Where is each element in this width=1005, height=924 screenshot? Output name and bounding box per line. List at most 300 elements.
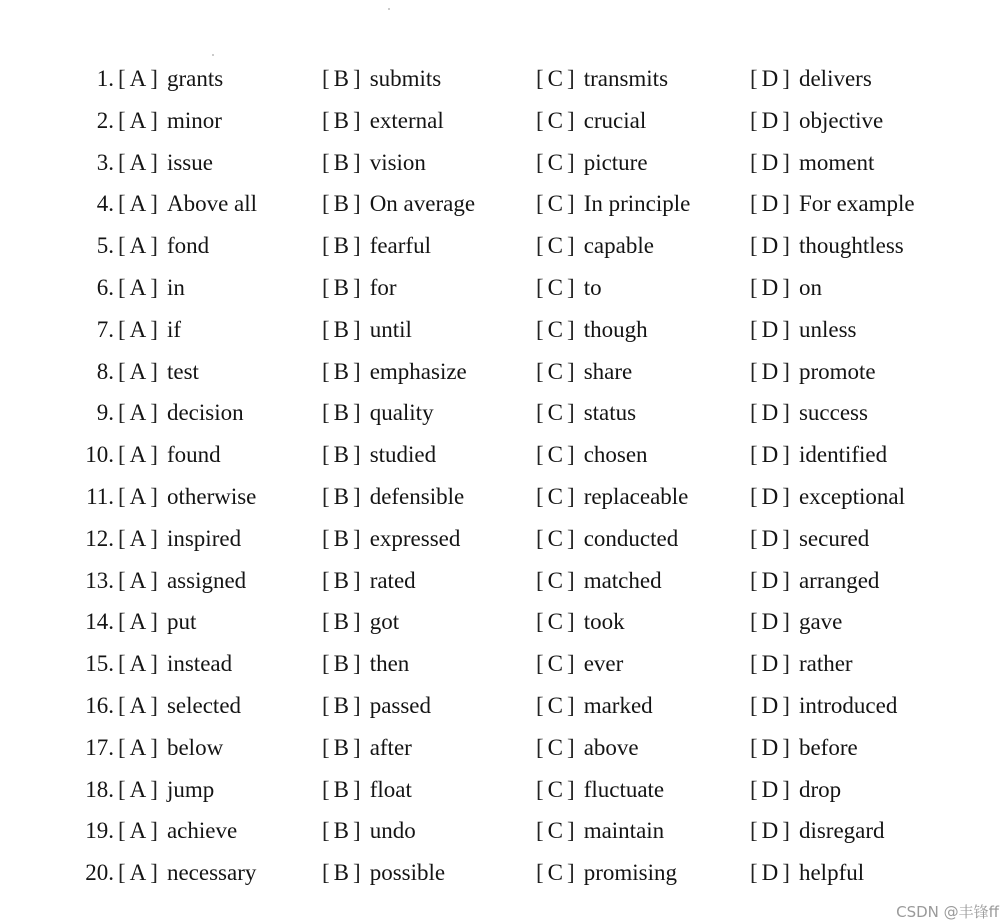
question-number: 9. <box>96 400 114 426</box>
option-text: expressed <box>369 525 461 551</box>
option-letter-bracket: [ D ] <box>750 149 791 175</box>
option-text: if <box>166 316 182 342</box>
option-letter: C <box>547 66 565 91</box>
scan-speck <box>388 8 390 10</box>
option-letter: B <box>333 107 351 133</box>
option-letter-bracket: [ C ] <box>536 107 576 133</box>
option-text: replaceable <box>583 483 689 509</box>
option-letter-bracket: [ D ] <box>750 609 791 635</box>
option-letter: B <box>333 149 351 175</box>
option-letter: A <box>129 734 148 760</box>
option-letter-bracket: [ C ] <box>536 233 576 259</box>
option-b <box>322 233 431 259</box>
option-text: arranged <box>798 567 880 593</box>
option-text: objective <box>798 107 884 133</box>
option-d <box>750 442 887 468</box>
option-letter: A <box>129 233 148 259</box>
question-row <box>0 436 1005 478</box>
question-row <box>0 353 1005 395</box>
option-d <box>750 191 915 217</box>
option-letter-bracket: [ D ] <box>750 776 791 802</box>
option-letter-bracket: [ A ] <box>118 191 159 217</box>
option-letter-bracket: [ D ] <box>750 358 791 384</box>
option-letter: C <box>547 525 565 551</box>
option-c <box>536 66 668 92</box>
option-c <box>536 233 654 259</box>
option-c <box>536 317 648 343</box>
option-letter-bracket: [ B ] <box>322 734 362 760</box>
option-letter-bracket: [ B ] <box>322 525 362 551</box>
option-letter-bracket: [ C ] <box>536 191 576 217</box>
option-a <box>118 568 246 594</box>
option-letter-bracket: [ B ] <box>322 651 362 677</box>
option-letter: B <box>333 358 351 384</box>
option-letter-bracket: [ A ] <box>118 274 159 300</box>
option-text: disregard <box>798 818 885 844</box>
question-number: 3. <box>96 149 114 175</box>
option-d <box>750 66 872 92</box>
option-letter: C <box>547 233 565 259</box>
option-b <box>322 150 426 176</box>
option-d <box>750 693 897 719</box>
option-b <box>322 693 431 719</box>
option-text: vision <box>369 149 426 175</box>
option-b <box>322 359 467 385</box>
option-text: introduced <box>798 692 898 718</box>
option-letter-bracket: [ A ] <box>118 483 159 509</box>
option-d <box>750 484 905 510</box>
option-text: studied <box>369 442 437 468</box>
option-d <box>750 317 856 343</box>
option-letter: C <box>547 400 565 426</box>
option-d <box>750 609 842 635</box>
option-text: exceptional <box>798 483 905 509</box>
option-text: for <box>369 274 397 300</box>
option-c <box>536 735 639 761</box>
option-text: rated <box>369 567 416 593</box>
option-text: helpful <box>798 860 865 886</box>
question-number: 1. <box>96 66 114 91</box>
question-row <box>0 645 1005 687</box>
option-letter-bracket: [ A ] <box>118 358 159 384</box>
option-letter-bracket: [ C ] <box>536 692 576 718</box>
option-letter-bracket: [ D ] <box>750 107 791 133</box>
option-text: marked <box>583 692 653 718</box>
option-c <box>536 191 690 217</box>
option-a <box>118 651 232 677</box>
option-letter-bracket: [ D ] <box>750 818 791 844</box>
option-letter-bracket: [ B ] <box>322 609 362 635</box>
option-text: picture <box>583 149 648 175</box>
option-letter-bracket: [ A ] <box>118 316 159 342</box>
option-letter-bracket: [ A ] <box>118 107 159 133</box>
option-b <box>322 777 412 803</box>
option-text: conducted <box>583 525 679 551</box>
option-letter: A <box>129 818 148 844</box>
option-letter: C <box>547 316 565 342</box>
option-text: success <box>798 400 868 426</box>
option-c <box>536 484 688 510</box>
option-letter: D <box>761 442 780 468</box>
option-a <box>118 108 222 134</box>
option-c <box>536 777 664 803</box>
option-c <box>536 150 648 176</box>
question-row <box>0 687 1005 729</box>
option-letter: A <box>129 274 148 300</box>
option-letter: A <box>129 149 148 175</box>
option-text: crucial <box>583 107 647 133</box>
option-letter-bracket: [ C ] <box>536 860 576 886</box>
option-text: in <box>166 274 185 300</box>
option-letter-bracket: [ C ] <box>536 483 576 509</box>
option-letter: D <box>761 860 780 886</box>
option-letter: A <box>129 609 148 635</box>
option-letter: C <box>547 107 565 133</box>
question-number: 17. <box>85 734 114 760</box>
option-a <box>118 400 244 426</box>
option-text: got <box>369 609 400 635</box>
option-letter: B <box>333 400 351 426</box>
option-a <box>118 442 221 468</box>
option-letter-bracket: [ C ] <box>536 274 576 300</box>
option-d <box>750 777 841 803</box>
option-letter-bracket: [ C ] <box>536 651 576 677</box>
option-a <box>118 860 256 886</box>
option-letter: C <box>547 692 565 718</box>
option-text: achieve <box>166 818 238 844</box>
option-letter-bracket: [ A ] <box>118 651 159 677</box>
option-a <box>118 526 241 552</box>
option-letter-bracket: [ D ] <box>750 734 791 760</box>
option-letter-bracket: [ D ] <box>750 442 791 468</box>
option-a <box>118 317 181 343</box>
option-b <box>322 818 416 844</box>
option-letter-bracket: [ B ] <box>322 692 362 718</box>
option-letter-bracket: [ B ] <box>322 400 362 426</box>
question-list <box>0 60 1005 896</box>
option-letter: D <box>761 525 780 551</box>
option-letter-bracket: [ A ] <box>118 400 159 426</box>
option-text: after <box>369 734 412 760</box>
option-text: capable <box>583 233 654 259</box>
option-letter-bracket: [ D ] <box>750 400 791 426</box>
question-row <box>0 311 1005 353</box>
option-letter: A <box>129 358 148 384</box>
question-number: 2. <box>96 107 114 133</box>
option-letter-bracket: [ A ] <box>118 776 159 802</box>
option-letter: A <box>129 400 148 426</box>
option-letter: C <box>547 609 565 635</box>
question-number: 5. <box>96 233 114 259</box>
option-letter: B <box>333 651 351 677</box>
option-b <box>322 191 475 217</box>
option-d <box>750 233 904 259</box>
option-d <box>750 651 853 677</box>
watermark: CSDN @丰锋ff <box>896 903 999 921</box>
option-letter: A <box>129 66 148 91</box>
option-letter: B <box>333 274 351 300</box>
option-d <box>750 568 879 594</box>
question-number: 10. <box>85 442 114 468</box>
option-letter-bracket: [ B ] <box>322 274 362 300</box>
option-text: put <box>166 609 197 635</box>
option-letter: C <box>547 860 565 886</box>
option-a <box>118 233 209 259</box>
option-a <box>118 777 214 803</box>
option-letter: D <box>761 233 780 259</box>
question-number: 16. <box>85 692 114 718</box>
option-text: chosen <box>583 442 648 468</box>
option-letter: B <box>333 233 351 259</box>
option-text: transmits <box>583 66 669 91</box>
option-text: below <box>166 734 224 760</box>
question-number: 14. <box>85 609 114 635</box>
question-row <box>0 603 1005 645</box>
option-letter-bracket: [ D ] <box>750 525 791 551</box>
option-letter-bracket: [ A ] <box>118 66 159 91</box>
option-a <box>118 693 241 719</box>
option-letter-bracket: [ B ] <box>322 66 362 91</box>
option-text: minor <box>166 107 222 133</box>
option-letter-bracket: [ A ] <box>118 692 159 718</box>
option-letter: D <box>761 776 780 802</box>
option-text: identified <box>798 442 888 468</box>
option-letter: A <box>129 651 148 677</box>
option-letter: A <box>129 442 148 468</box>
option-letter-bracket: [ C ] <box>536 567 576 593</box>
option-letter: B <box>333 191 351 217</box>
option-letter: C <box>547 442 565 468</box>
option-letter-bracket: [ A ] <box>118 149 159 175</box>
option-letter: D <box>761 400 780 426</box>
option-letter-bracket: [ B ] <box>322 358 362 384</box>
option-b <box>322 442 436 468</box>
option-letter: B <box>333 442 351 468</box>
option-letter-bracket: [ B ] <box>322 483 362 509</box>
option-letter: B <box>333 66 351 91</box>
option-text: float <box>369 776 412 802</box>
option-letter-bracket: [ C ] <box>536 358 576 384</box>
option-text: decision <box>166 400 244 426</box>
option-letter-bracket: [ C ] <box>536 66 576 91</box>
question-row <box>0 729 1005 771</box>
option-b <box>322 275 397 301</box>
option-c <box>536 526 678 552</box>
option-text: instead <box>166 651 233 677</box>
option-letter-bracket: [ C ] <box>536 442 576 468</box>
option-text: found <box>166 442 221 468</box>
option-letter: B <box>333 692 351 718</box>
option-d <box>750 359 876 385</box>
option-d <box>750 526 869 552</box>
option-c <box>536 359 632 385</box>
option-letter: B <box>333 525 351 551</box>
option-letter-bracket: [ A ] <box>118 567 159 593</box>
option-b <box>322 735 412 761</box>
option-letter-bracket: [ D ] <box>750 483 791 509</box>
option-a <box>118 818 237 844</box>
option-d <box>750 400 868 426</box>
option-d <box>750 735 858 761</box>
option-letter-bracket: [ A ] <box>118 442 159 468</box>
question-row <box>0 854 1005 896</box>
option-b <box>322 400 434 426</box>
question-row <box>0 478 1005 520</box>
option-text: rather <box>798 651 853 677</box>
option-text: above <box>583 734 639 760</box>
option-text: unless <box>798 316 857 342</box>
option-a <box>118 609 196 635</box>
option-d <box>750 860 864 886</box>
option-letter-bracket: [ B ] <box>322 316 362 342</box>
option-letter: D <box>761 692 780 718</box>
option-text: Above all <box>166 191 258 217</box>
option-text: fond <box>166 233 210 259</box>
option-a <box>118 275 185 301</box>
option-text: promising <box>583 860 677 886</box>
option-letter: D <box>761 483 780 509</box>
option-b <box>322 651 409 677</box>
option-letter-bracket: [ D ] <box>750 316 791 342</box>
option-a <box>118 359 199 385</box>
option-text: emphasize <box>369 358 467 384</box>
option-letter: D <box>761 191 780 217</box>
option-letter-bracket: [ B ] <box>322 776 362 802</box>
option-c <box>536 818 664 844</box>
option-text: share <box>583 358 633 384</box>
option-text: passed <box>369 692 432 718</box>
option-letter: D <box>761 734 780 760</box>
option-letter-bracket: [ D ] <box>750 233 791 259</box>
option-letter: B <box>333 609 351 635</box>
option-letter-bracket: [ C ] <box>536 776 576 802</box>
option-letter: C <box>547 191 565 217</box>
question-row <box>0 771 1005 813</box>
question-number: 7. <box>96 316 114 342</box>
option-letter: A <box>129 107 148 133</box>
option-text: defensible <box>369 483 465 509</box>
option-letter: A <box>129 860 148 886</box>
option-c <box>536 442 648 468</box>
option-b <box>322 526 460 552</box>
option-letter: B <box>333 818 351 844</box>
option-letter: D <box>761 66 780 91</box>
option-letter-bracket: [ D ] <box>750 860 791 886</box>
option-letter: D <box>761 358 780 384</box>
option-text: In principle <box>583 191 691 217</box>
option-b <box>322 609 399 635</box>
option-text: though <box>583 316 648 342</box>
option-text: necessary <box>166 860 257 886</box>
option-c <box>536 275 602 301</box>
option-text: On average <box>369 191 476 217</box>
option-c <box>536 609 625 635</box>
option-text: test <box>166 358 199 384</box>
option-letter-bracket: [ D ] <box>750 191 791 217</box>
option-text: jump <box>166 776 215 802</box>
option-text: matched <box>583 567 662 593</box>
option-letter: C <box>547 818 565 844</box>
option-letter: B <box>333 734 351 760</box>
option-letter: A <box>129 692 148 718</box>
question-number: 8. <box>96 358 114 384</box>
option-text: assigned <box>166 567 247 593</box>
option-letter-bracket: [ A ] <box>118 233 159 259</box>
option-letter: D <box>761 567 780 593</box>
option-d <box>750 150 874 176</box>
question-row <box>0 562 1005 604</box>
option-b <box>322 66 441 92</box>
option-letter: D <box>761 149 780 175</box>
question-number: 6. <box>96 274 114 300</box>
option-letter-bracket: [ B ] <box>322 233 362 259</box>
option-b <box>322 484 464 510</box>
option-letter-bracket: [ A ] <box>118 609 159 635</box>
option-text: grants <box>166 66 224 91</box>
option-letter: C <box>547 734 565 760</box>
option-letter-bracket: [ C ] <box>536 525 576 551</box>
option-letter: C <box>547 776 565 802</box>
option-letter-bracket: [ A ] <box>118 818 159 844</box>
option-letter: B <box>333 860 351 886</box>
option-text: delivers <box>798 66 872 91</box>
option-text: until <box>369 316 412 342</box>
option-text: external <box>369 107 444 133</box>
option-text: submits <box>369 66 442 91</box>
question-number: 15. <box>85 651 114 677</box>
option-b <box>322 860 445 886</box>
option-letter: D <box>761 316 780 342</box>
option-letter: D <box>761 609 780 635</box>
option-text: drop <box>798 776 842 802</box>
question-row <box>0 227 1005 269</box>
option-letter: C <box>547 274 565 300</box>
option-c <box>536 693 653 719</box>
option-letter: A <box>129 567 148 593</box>
option-c <box>536 860 677 886</box>
option-letter-bracket: [ B ] <box>322 818 362 844</box>
option-letter-bracket: [ D ] <box>750 274 791 300</box>
option-a <box>118 191 257 217</box>
question-number: 12. <box>85 525 114 551</box>
option-letter-bracket: [ C ] <box>536 734 576 760</box>
option-text: possible <box>369 860 446 886</box>
option-letter: D <box>761 274 780 300</box>
option-c <box>536 400 636 426</box>
option-text: fearful <box>369 233 431 259</box>
option-letter-bracket: [ C ] <box>536 400 576 426</box>
option-text: before <box>798 734 858 760</box>
option-text: ever <box>583 651 624 677</box>
option-letter: C <box>547 483 565 509</box>
option-letter: B <box>333 567 351 593</box>
option-text: promote <box>798 358 876 384</box>
option-c <box>536 568 662 594</box>
option-text: quality <box>369 400 434 426</box>
option-letter-bracket: [ A ] <box>118 860 159 886</box>
option-text: For example <box>798 191 915 217</box>
option-text: secured <box>798 525 870 551</box>
option-text: otherwise <box>166 483 257 509</box>
option-letter-bracket: [ D ] <box>750 567 791 593</box>
option-text: to <box>583 274 602 300</box>
option-a <box>118 484 256 510</box>
option-d <box>750 108 883 134</box>
option-text: moment <box>798 149 875 175</box>
option-letter-bracket: [ D ] <box>750 66 791 91</box>
option-c <box>536 108 646 134</box>
option-letter-bracket: [ B ] <box>322 442 362 468</box>
